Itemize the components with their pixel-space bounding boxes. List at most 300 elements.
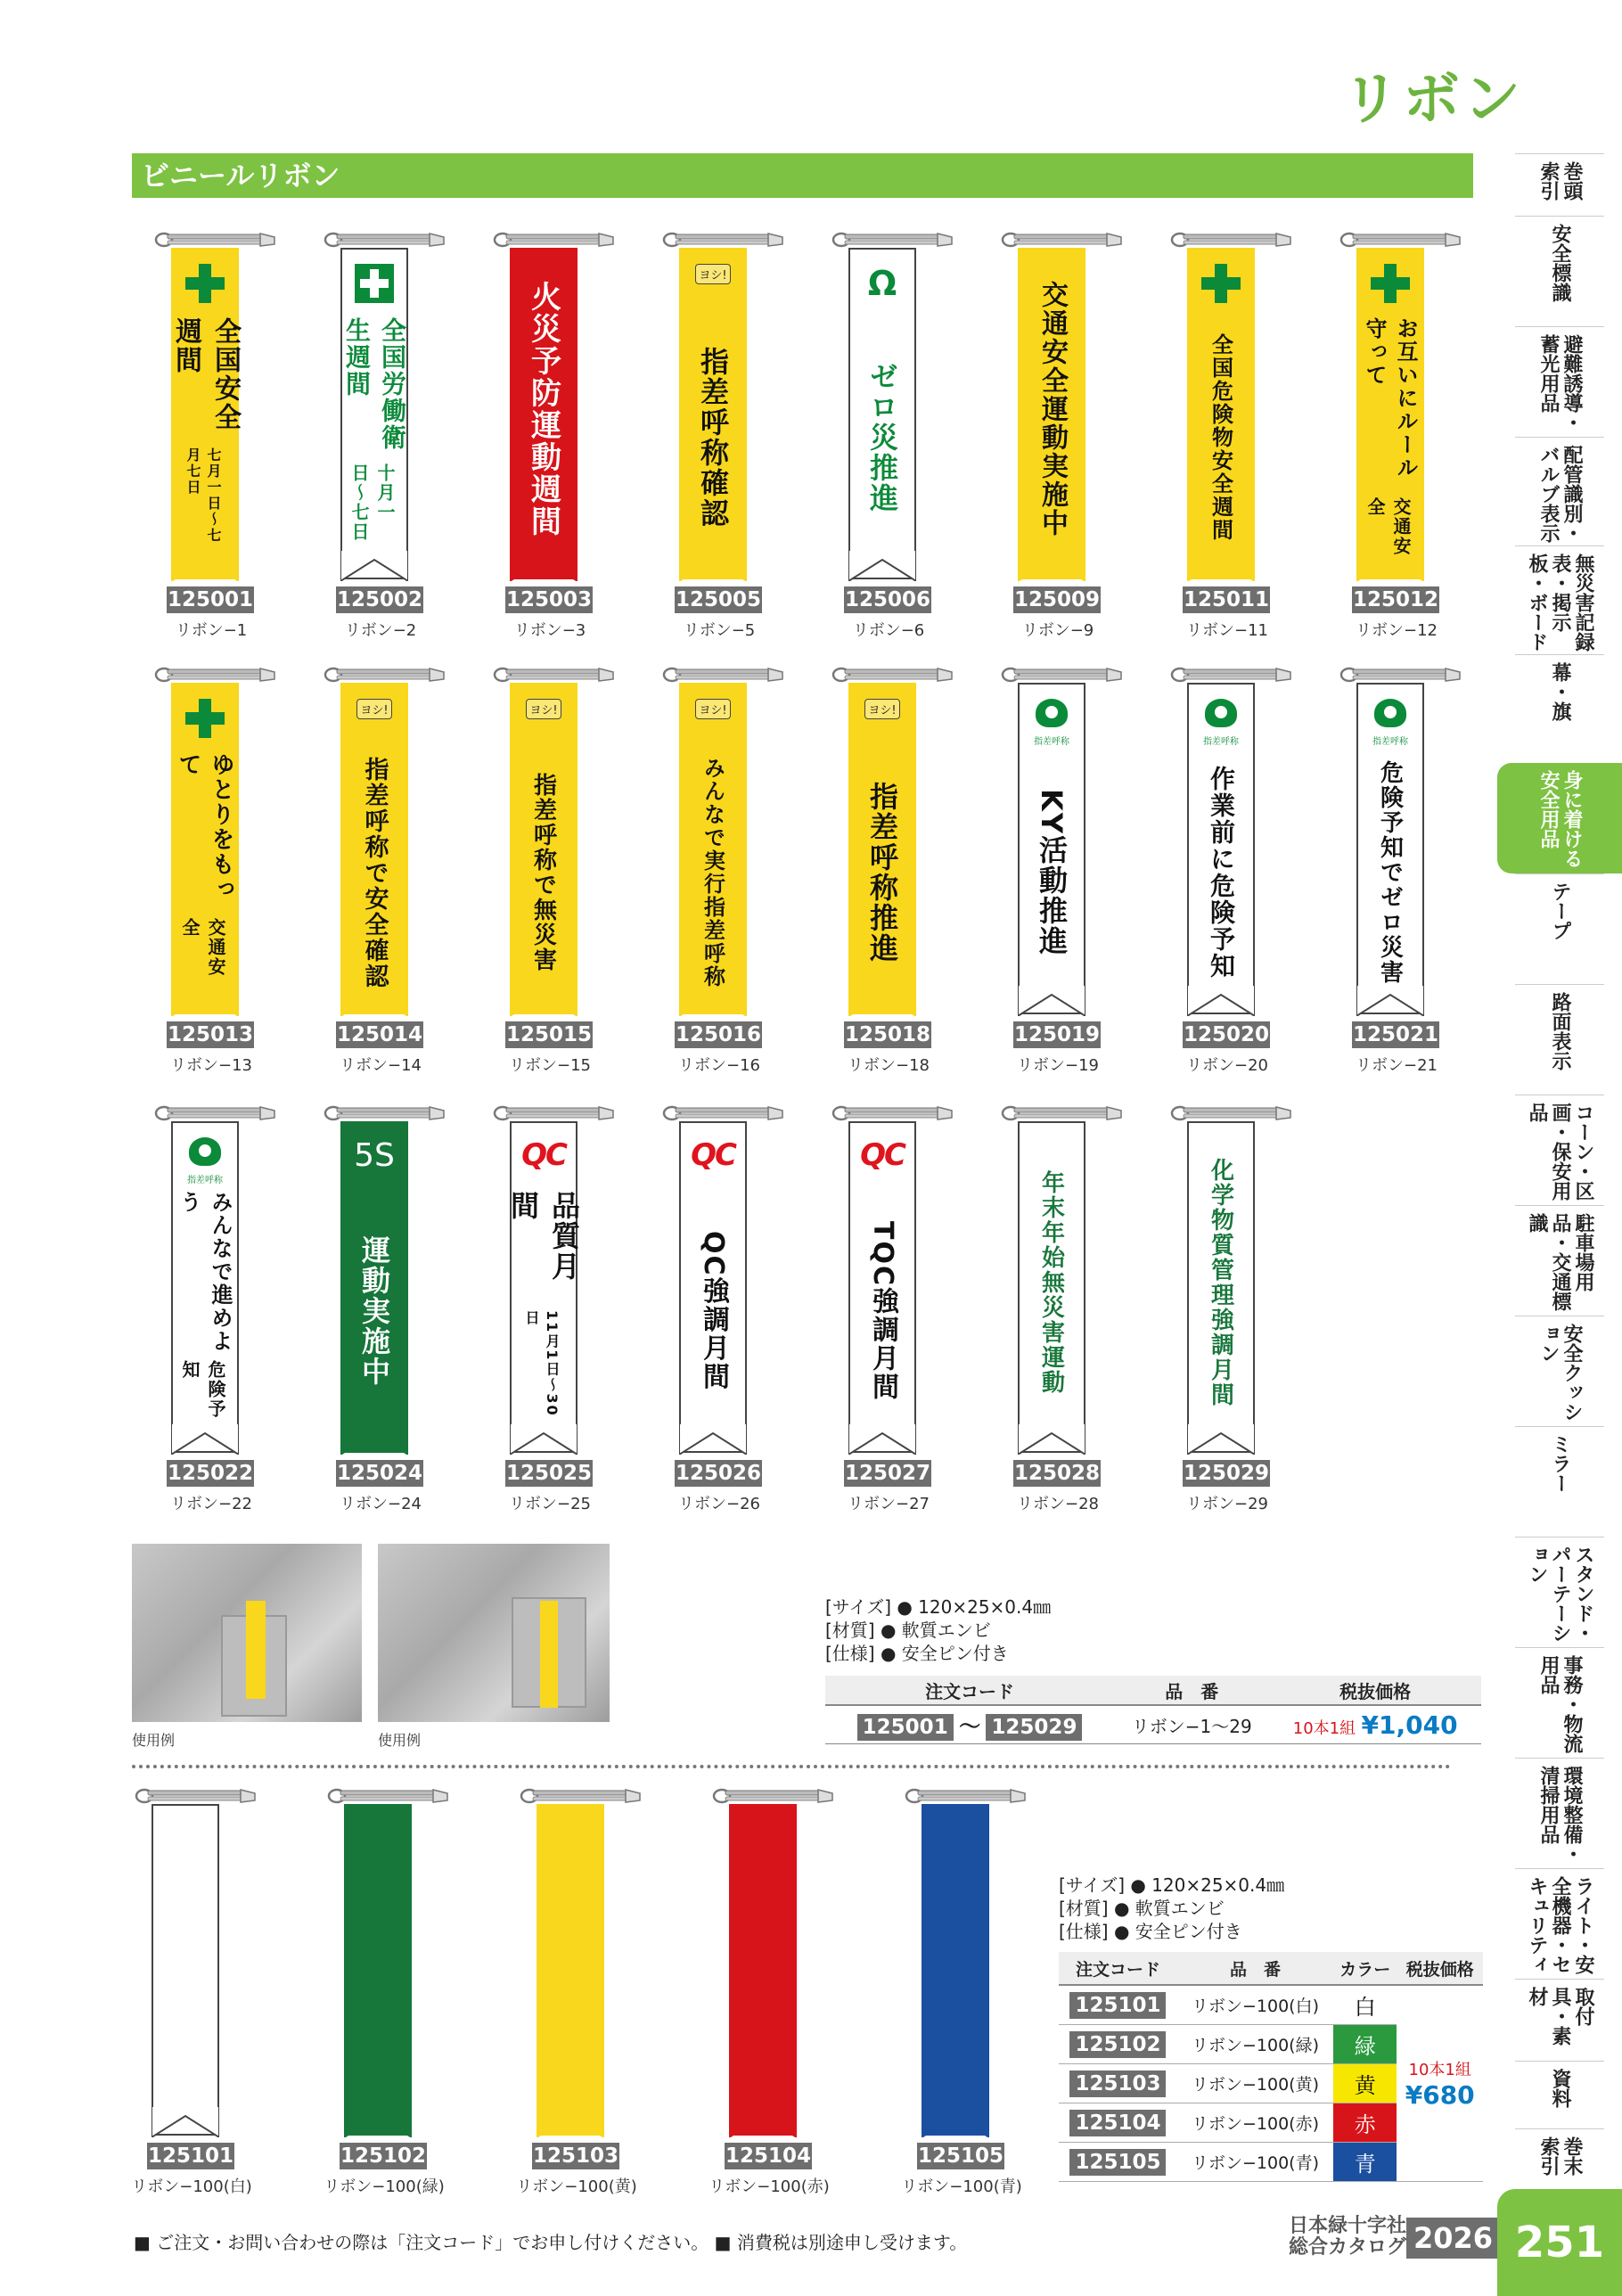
safety-pin-icon <box>661 665 786 685</box>
logo-caption: 指差呼称 <box>1203 737 1239 747</box>
sidebar-item-7[interactable] <box>1515 873 1604 984</box>
price-cell <box>1269 1705 1481 1744</box>
ribbon-text <box>1187 752 1255 993</box>
ribbon-notch <box>537 2107 604 2137</box>
sidebar-item-18[interactable] <box>1515 2061 1604 2128</box>
order-code-badge: 125102 <box>340 2144 427 2168</box>
product-name: リボン−21 <box>1356 1056 1438 1075</box>
spec-block-2 <box>1059 1874 1284 1943</box>
heart-icon <box>189 1137 221 1166</box>
sidebar-item-label: 巻頭索引 <box>1537 161 1583 201</box>
zero-accident-icon: Ω <box>867 264 897 303</box>
product-name: リボン−100(緑) <box>1177 2025 1333 2064</box>
ribbon-body <box>537 1804 604 2136</box>
sidebar-item-label: 身に着ける安全用品 <box>1537 770 1583 868</box>
ribbon-125006 <box>831 230 955 640</box>
pointing-figure-icon: ヨシ! <box>695 264 730 284</box>
order-code-badge: 125103 <box>532 2144 619 2168</box>
ribbon-main-text: 指差呼称で安全確認 <box>360 756 389 989</box>
sidebar-item-2[interactable] <box>1515 326 1604 437</box>
usage-photo-2 <box>378 1544 610 1722</box>
ribbon-text <box>679 752 747 993</box>
ribbon-icon-area <box>1187 699 1255 748</box>
order-code-badge: 125101 <box>1069 1992 1166 2019</box>
product-name: リボン−100(青) <box>1177 2143 1333 2182</box>
ribbon-main-text: 火災予防運動週間 <box>525 281 561 537</box>
ribbon-sub-text: 交通安全 <box>179 918 226 978</box>
spec-spec: [仕様] ● 安全ピン付き <box>1059 1921 1242 1942</box>
product-name: リボン−29 <box>1186 1495 1268 1513</box>
order-code-badge: 125006 <box>844 588 931 611</box>
price-table-1 <box>825 1676 1481 1744</box>
pointing-figure-icon: ヨシ! <box>695 699 730 719</box>
pointing-figure-icon: ヨシ! <box>526 699 561 719</box>
order-code-badge: 125002 <box>336 588 423 611</box>
order-code-badge: 125104 <box>725 2144 812 2168</box>
ribbon-main-text: お互いにルール守って <box>1362 317 1418 480</box>
ribbon-text <box>1356 752 1424 993</box>
ribbon-125028 <box>1000 1103 1125 1513</box>
th-price: 税抜価格 <box>1269 1676 1481 1705</box>
ribbon-icon-area <box>848 699 916 719</box>
ribbon-sub-text: 11月1日〜30日 <box>523 1310 561 1417</box>
product-name: リボン−24 <box>340 1495 422 1513</box>
ribbon-main-text: 化学物質管理強調月間 <box>1207 1158 1234 1407</box>
ribbon-125021 <box>1339 665 1463 1075</box>
ribbon-sub-text: 交通安全 <box>1364 496 1412 556</box>
ribbon-text <box>679 317 747 558</box>
order-code <box>1059 2103 1177 2143</box>
product-name: リボン−100(赤) <box>709 2177 830 2196</box>
ribbon-text <box>340 317 408 558</box>
ribbon-main-text: 指差呼称で無災害 <box>529 773 557 972</box>
safety-pin-icon <box>326 1786 451 1806</box>
5s-label: 5S <box>354 1137 395 1174</box>
ribbon-text <box>171 752 239 993</box>
price-cell <box>1397 1985 1483 2182</box>
order-code-badge: 125003 <box>505 588 593 611</box>
safety-pin-icon <box>1000 1103 1125 1123</box>
pointing-call-logo <box>1034 714 1069 748</box>
ribbon-icon-area <box>510 699 578 719</box>
green-cross-icon <box>185 699 225 738</box>
code-to: 125029 <box>986 1714 1082 1741</box>
unit-label: 10本1組 <box>1408 2061 1471 2079</box>
ribbon-main-text: 運動実施中 <box>357 1235 391 1387</box>
sidebar-item-15[interactable] <box>1515 1758 1604 1868</box>
ribbon-main-text: 全国安全週間 <box>170 317 241 431</box>
product-range: リボン−1〜29 <box>1114 1705 1269 1744</box>
order-code-badge: 125019 <box>1013 1023 1101 1046</box>
ribbon-notch <box>344 2107 412 2137</box>
product-name: リボン−5 <box>683 621 756 640</box>
safety-pin-icon <box>904 1786 1028 1806</box>
safety-pin-icon <box>1339 665 1463 685</box>
ribbon-125018 <box>831 665 955 1075</box>
order-code-badge: 125026 <box>675 1462 762 1485</box>
ribbon-icon-area <box>848 264 916 303</box>
ribbon-125024 <box>323 1103 447 1513</box>
sidebar-item-label: テープ <box>1549 882 1571 940</box>
order-code-badge: 125009 <box>1013 588 1101 611</box>
safety-pin-icon <box>492 665 617 685</box>
ribbon-main-text: 指差呼称確認 <box>696 347 730 529</box>
th-order-code: 注文コード <box>825 1676 1114 1705</box>
ribbon-icon-area <box>1356 699 1424 748</box>
sidebar-item-label: 安全クッション <box>1537 1324 1583 1422</box>
ribbon-sub-text: 七月一日〜七月七日 <box>184 447 222 545</box>
product-name: リボン−22 <box>170 1495 252 1513</box>
photo-caption-1: 使用例 <box>132 1732 176 1749</box>
ribbon-icon-area <box>679 1137 747 1173</box>
ribbon-icon-area <box>510 1137 578 1173</box>
ribbon-sub-text: 危険予知 <box>179 1359 226 1419</box>
ribbon-text <box>1356 317 1424 558</box>
order-code-range <box>825 1705 1114 1744</box>
sidebar-item-14[interactable] <box>1515 1647 1604 1758</box>
price-value: ¥680 <box>1405 2080 1475 2110</box>
sidebar-item-label: ライト・安全機器・セキュリティ <box>1526 1876 1594 1974</box>
safety-pin-icon <box>519 1786 643 1806</box>
ribbon-125025 <box>492 1103 617 1513</box>
product-name: リボン−100(白) <box>131 2177 252 2196</box>
order-code-badge: 125028 <box>1013 1462 1101 1485</box>
safety-pin-icon <box>1000 665 1125 685</box>
order-code-badge: 125029 <box>1183 1462 1270 1485</box>
pointing-figure-icon: ヨシ! <box>864 699 899 719</box>
sidebar-item-10[interactable] <box>1515 1205 1604 1316</box>
spec-size: [サイズ] ● 120×25×0.4㎜ <box>825 1596 1052 1618</box>
usage-photo-1 <box>132 1544 362 1722</box>
sidebar-item-5[interactable] <box>1515 654 1604 763</box>
ribbon-text <box>510 262 578 556</box>
spec-size: [サイズ] ● 120×25×0.4㎜ <box>1059 1874 1285 1896</box>
product-name: リボン−100(黄) <box>1177 2064 1333 2103</box>
sidebar-item-label: 取付具・素材 <box>1526 1987 1594 2046</box>
sidebar-item-8[interactable] <box>1515 984 1604 1095</box>
sidebar-item-11[interactable] <box>1515 1316 1604 1426</box>
product-name: リボン−18 <box>848 1056 930 1075</box>
ribbon-icon-area <box>340 264 408 307</box>
ribbon-icon-area <box>171 1137 239 1186</box>
order-code-badge: 125021 <box>1352 1023 1439 1046</box>
sidebar-item-3[interactable] <box>1515 437 1604 545</box>
ribbon-text <box>1018 1136 1085 1430</box>
sidebar-item-label: 駐車場用品・交通標識 <box>1526 1213 1594 1311</box>
ribbon-icon-area <box>171 699 239 742</box>
section-divider <box>132 1765 1451 1768</box>
catalog-name <box>1228 2216 1406 2259</box>
ribbon-icon-area <box>848 1137 916 1173</box>
price-value: ¥1,040 <box>1361 1710 1458 1740</box>
order-code-badge: 125015 <box>505 1023 593 1046</box>
ribbon-main-text: みんなで進めよう <box>176 1191 233 1353</box>
product-name: リボン−26 <box>678 1495 760 1513</box>
order-code <box>1059 1985 1177 2025</box>
safety-pin-icon <box>831 665 955 685</box>
sidebar-item-label: 資料 <box>1549 2069 1571 2108</box>
spec-block-1 <box>825 1595 1051 1665</box>
sidebar-item-label: スタンド・パーテーション <box>1526 1545 1594 1643</box>
order-code-badge: 125011 <box>1183 588 1270 611</box>
sidebar-item-label: 事務・物流用品 <box>1537 1655 1583 1753</box>
ribbon-body <box>729 1804 797 2136</box>
order-code <box>1059 2025 1177 2064</box>
order-code-badge: 125103 <box>1069 2070 1166 2097</box>
order-code <box>1059 2143 1177 2182</box>
spec-material: [材質] ● 軟質エンビ <box>1059 1898 1225 1919</box>
safety-pin-icon <box>661 230 786 250</box>
product-name: リボン−1 <box>175 621 248 640</box>
sidebar-item-19[interactable] <box>1515 2128 1604 2193</box>
pointing-call-logo <box>1372 714 1408 748</box>
ribbon-125002 <box>323 230 447 640</box>
page-number: 251 <box>1497 2189 1622 2296</box>
product-name: リボン−3 <box>513 621 586 640</box>
ribbon-sub-text: 十月一日〜七日 <box>348 463 396 543</box>
safety-pin-icon <box>1169 1103 1294 1123</box>
product-name: リボン−19 <box>1017 1056 1099 1075</box>
ribbon-main-text: 全国労働衛生週間 <box>342 317 407 451</box>
product-name: リボン−11 <box>1186 621 1268 640</box>
logo-caption: 指差呼称 <box>1034 737 1069 747</box>
order-code <box>1059 2064 1177 2103</box>
ribbon-text <box>848 317 916 558</box>
ribbon-main-text: TQC強調月間 <box>867 1221 898 1401</box>
green-cross-icon <box>1201 264 1241 303</box>
sidebar-item-12[interactable] <box>1515 1426 1604 1537</box>
product-name: リボン−2 <box>344 621 417 640</box>
product-name: リボン−12 <box>1356 621 1438 640</box>
ribbon-125003 <box>492 230 617 640</box>
safety-pin-icon <box>492 1103 617 1123</box>
ribbon-text <box>340 752 408 993</box>
product-name: リボン−15 <box>509 1056 591 1075</box>
color-cell: 青 <box>1333 2143 1397 2182</box>
safety-pin-icon <box>711 1786 836 1806</box>
ribbon-icon-area <box>1018 699 1085 748</box>
ribbon-notch <box>729 2107 797 2137</box>
product-name: リボン−100(青) <box>901 2177 1022 2196</box>
ribbon-notch <box>152 2107 219 2137</box>
order-code-badge: 125105 <box>1069 2149 1166 2176</box>
code-from: 125001 <box>857 1714 954 1741</box>
spec-spec: [仕様] ● 安全ピン付き <box>825 1643 1009 1664</box>
product-name: リボン−100(白) <box>1177 1985 1333 2025</box>
sidebar-item-label: コーン・区画・保安用品 <box>1526 1103 1594 1201</box>
th-product: 品 番 <box>1114 1676 1269 1705</box>
product-name: リボン−100(赤) <box>1177 2103 1333 2143</box>
catalog-name-line2: 総合カタログ <box>1288 2236 1406 2259</box>
plain-ribbon-125103 <box>516 1786 643 2196</box>
sidebar-item-label: 避難誘導・蓄光用品 <box>1537 334 1583 432</box>
safety-pin-icon <box>661 1103 786 1123</box>
sidebar-item-0[interactable] <box>1515 153 1604 216</box>
heart-icon <box>1374 699 1406 727</box>
order-code-badge: 125101 <box>147 2144 234 2168</box>
order-code-badge: 125024 <box>336 1462 423 1485</box>
ribbon-main-text: 指差呼称推進 <box>865 782 899 964</box>
ribbon-main-text: KY活動推進 <box>1035 789 1069 956</box>
ribbon-body <box>922 1804 989 2136</box>
green-cross-icon <box>185 264 225 303</box>
th-color: カラー <box>1333 1952 1397 1985</box>
ribbon-text <box>1018 752 1085 993</box>
sidebar-item-label: 配管識別・バルブ表示 <box>1537 445 1583 543</box>
product-name: リボン−100(緑) <box>324 2177 445 2196</box>
ribbon-main-text: 全国危険物安全週間 <box>1208 333 1233 542</box>
color-cell: 緑 <box>1333 2025 1397 2064</box>
plain-ribbon-125101 <box>131 1786 258 2196</box>
ribbon-125027 <box>831 1103 955 1513</box>
ribbon-125020 <box>1169 665 1294 1075</box>
order-code-badge: 125025 <box>505 1462 593 1485</box>
ribbon-text <box>510 752 578 993</box>
safety-pin-icon <box>831 1103 955 1123</box>
ribbon-main-text: 作業前に危険予知 <box>1207 766 1236 980</box>
sidebar-item-6[interactable] <box>1497 763 1622 873</box>
plain-ribbon-125102 <box>324 1786 451 2196</box>
order-code-badge: 125016 <box>675 1023 762 1046</box>
ribbon-icon-area <box>1187 264 1255 307</box>
order-code-badge: 125027 <box>844 1462 931 1485</box>
ribbon-125015 <box>492 665 617 1075</box>
safety-pin-icon <box>153 1103 278 1123</box>
logo-caption: 指差呼称 <box>187 1176 223 1185</box>
ribbon-125026 <box>661 1103 786 1513</box>
safety-pin-icon <box>1339 230 1463 250</box>
footer-note: ■ ご注文・お問い合わせの際は「注文コード」でお申し付けください。 ■ 消費税は別途申し受けます。 <box>134 2232 968 2253</box>
ribbon-125013 <box>153 665 278 1075</box>
ribbon-text <box>171 1191 239 1431</box>
product-name: リボン−25 <box>509 1495 591 1513</box>
order-code-badge: 125020 <box>1183 1023 1270 1046</box>
heart-icon <box>1036 699 1068 727</box>
sidebar-item-label: 安全標識 <box>1549 224 1571 302</box>
ribbon-icon-area <box>679 699 747 719</box>
unit-label: 10本1組 <box>1292 1718 1356 1738</box>
ribbon-125019 <box>1000 665 1125 1075</box>
safety-pin-icon <box>323 665 447 685</box>
plain-ribbon-125105 <box>901 1786 1028 2196</box>
order-code-badge: 125022 <box>167 1462 254 1485</box>
safety-pin-icon <box>323 230 447 250</box>
ribbon-body <box>152 1804 219 2136</box>
product-name: リボン−100(黄) <box>516 2177 637 2196</box>
safety-pin-icon <box>492 230 617 250</box>
ribbon-icon-area <box>171 264 239 307</box>
safety-pin-icon <box>323 1103 447 1123</box>
ribbon-text <box>1187 317 1255 558</box>
qc-logo: QC <box>860 1137 905 1173</box>
ribbon-main-text: 品質月間 <box>506 1191 581 1282</box>
ribbon-icon-area <box>679 264 747 284</box>
ribbon-main-text: みんなで実行指差呼称 <box>700 757 725 988</box>
table-row <box>1059 1985 1483 2025</box>
product-name: リボン−27 <box>848 1495 930 1513</box>
safety-pin-icon <box>831 230 955 250</box>
green-cross-icon <box>355 264 394 303</box>
safety-pin-icon <box>134 1786 258 1806</box>
product-name: リボン−6 <box>852 621 925 640</box>
color-cell: 白 <box>1333 1985 1397 2025</box>
ribbon-text <box>848 752 916 993</box>
sidebar-item-1[interactable] <box>1515 216 1604 326</box>
ribbon-125016 <box>661 665 786 1075</box>
safety-pin-icon <box>1000 230 1125 250</box>
order-code-badge: 125018 <box>844 1023 931 1046</box>
order-code-badge: 125013 <box>167 1023 254 1046</box>
ribbon-text <box>679 1191 747 1431</box>
ribbon-text <box>1018 262 1085 556</box>
ribbon-icon-area <box>1356 264 1424 307</box>
ribbon-125009 <box>1000 230 1125 640</box>
ribbon-main-text: 年末年始無災害運動 <box>1037 1170 1065 1395</box>
ribbon-icon-area <box>340 1137 408 1174</box>
ribbon-125011 <box>1169 230 1294 640</box>
sidebar-item-label: ミラー <box>1549 1434 1571 1493</box>
ribbon-main-text: 危険予知でゼロ災害 <box>1376 760 1404 985</box>
tilde: 〜 <box>959 1714 981 1739</box>
qc-logo: QC <box>521 1137 566 1173</box>
safety-pin-icon <box>1169 230 1294 250</box>
qc-logo: QC <box>691 1137 735 1173</box>
sidebar-item-16[interactable] <box>1515 1868 1604 1979</box>
th-product: 品 番 <box>1177 1952 1333 1985</box>
ribbon-125014 <box>323 665 447 1075</box>
sidebar-item-label: 環境整備・清掃用品 <box>1537 1766 1583 1864</box>
sidebar-item-4[interactable] <box>1515 545 1604 654</box>
ribbon-main-text: ゼロ災推進 <box>865 362 899 513</box>
product-name: リボン−14 <box>340 1056 422 1075</box>
pointing-figure-icon: ヨシ! <box>356 699 391 719</box>
product-name: リボン−9 <box>1021 621 1094 640</box>
pointing-call-logo <box>1203 714 1239 748</box>
sidebar-item-13[interactable] <box>1515 1537 1604 1647</box>
ribbon-125001 <box>153 230 278 640</box>
sidebar-item-label: 幕・旗 <box>1549 662 1571 721</box>
logo-caption: 指差呼称 <box>1372 737 1408 747</box>
product-name: リボン−28 <box>1017 1495 1099 1513</box>
order-code-badge: 125014 <box>336 1023 423 1046</box>
ribbon-125022 <box>153 1103 278 1513</box>
price-table-2 <box>1059 1952 1483 2182</box>
green-cross-icon <box>1371 264 1410 303</box>
photo-caption-2: 使用例 <box>378 1732 422 1749</box>
ribbon-text <box>171 317 239 558</box>
ribbon-125012 <box>1339 230 1463 640</box>
ribbon-125029 <box>1169 1103 1294 1513</box>
ribbon-icon-area <box>340 699 408 719</box>
order-code-badge: 125012 <box>1352 588 1439 611</box>
th-order-code: 注文コード <box>1059 1952 1177 1985</box>
safety-pin-icon <box>153 230 278 250</box>
safety-pin-icon <box>153 665 278 685</box>
ribbon-notch <box>922 2107 989 2137</box>
ribbon-125005 <box>661 230 786 640</box>
sidebar-item-label: 無災害記録表・掲示板・ボード <box>1526 554 1594 652</box>
sidebar-item-label: 路面表示 <box>1549 992 1571 1070</box>
product-name: リボン−16 <box>678 1056 760 1075</box>
product-name: リボン−13 <box>170 1056 252 1075</box>
spec-material: [材質] ● 軟質エンビ <box>825 1620 991 1641</box>
sidebar-item-9[interactable] <box>1515 1095 1604 1205</box>
ribbon-main-text: 交通安全運動実施中 <box>1036 281 1068 537</box>
order-code-badge: 125102 <box>1069 2031 1166 2058</box>
color-cell: 黄 <box>1333 2064 1397 2103</box>
ribbon-text <box>848 1191 916 1431</box>
sidebar-item-17[interactable] <box>1515 1979 1604 2061</box>
